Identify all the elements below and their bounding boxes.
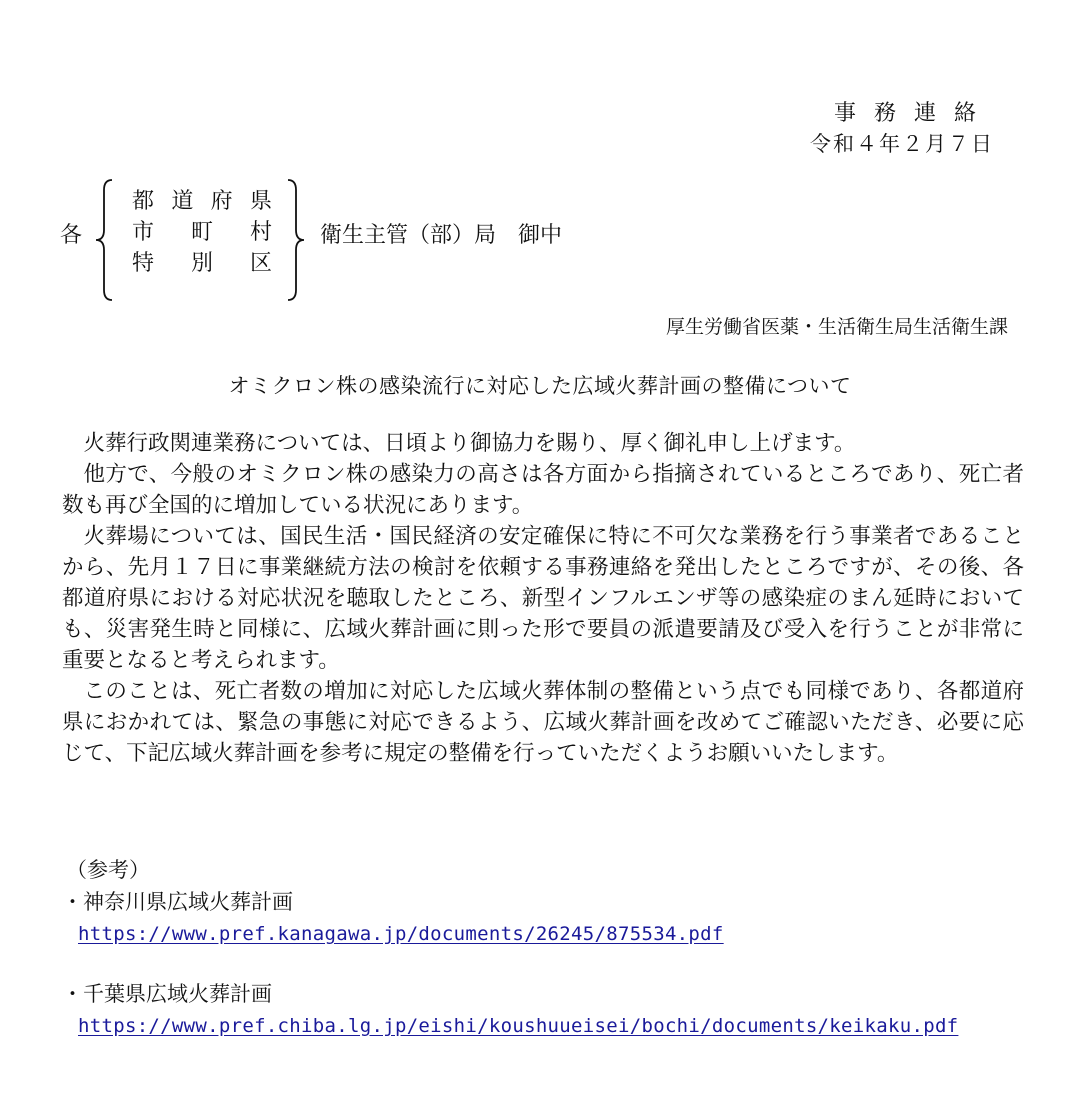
recipient-item-municipality: 市 町 村 bbox=[132, 220, 272, 245]
left-brace bbox=[92, 178, 116, 302]
reference-item-kanagawa bbox=[62, 886, 1022, 950]
body-paragraph: 火葬行政関連業務については、日頃より御協力を賜り、厚く御礼申し上げます。 bbox=[83, 431, 856, 456]
recipient-prefix: 各 bbox=[60, 223, 83, 248]
recipient-item-special-ward: 特 別 区 bbox=[132, 251, 272, 276]
sender: 厚生労働省医薬・生活衛生局生活衛生課 bbox=[665, 316, 1008, 338]
references bbox=[62, 854, 1022, 1070]
body-paragraph: このことは、死亡者数の増加に対応した広域火葬体制の整備という点でも同様であり、各都道府県におかれては、緊急の事態に対応できるよう、広域火葬計画を改めてご確認いただき、必要に応じて、下記広域火葬計画を参考に規定の整備を行っていただくようお願いいたします。 bbox=[62, 679, 1024, 766]
recipient-item-prefecture: 都 道 府 県 bbox=[132, 189, 272, 214]
reference-title: ・神奈川県広域火葬計画 bbox=[62, 890, 293, 914]
recipient-suffix: 衛生主管（部）局 御中 bbox=[320, 223, 563, 248]
reference-title: ・千葉県広域火葬計画 bbox=[62, 982, 272, 1006]
recipient-list bbox=[132, 186, 272, 279]
references-heading: （参考） bbox=[66, 858, 150, 882]
document-date: 令和４年２月７日 bbox=[810, 132, 994, 156]
right-brace bbox=[284, 178, 308, 302]
body-paragraph: 火葬場については、国民生活・国民経済の安定確保に特に不可欠な業務を行う事業者であることから、先月１７日に事業継続方法の検討を依頼する事務連絡を発出したところですが、その後、各都道府県における対応状況を聴取したところ、新型インフルエンザ等の感染症のまん延時においても、災害発生時と同様に、広域火葬計画に則った形で要員の派遣要請及び受入を行うことが非常に重要となると考えられます。 bbox=[62, 524, 1024, 673]
body-text bbox=[62, 428, 1024, 769]
reference-item-chiba bbox=[62, 978, 1022, 1042]
reference-link-chiba[interactable]: https://www.pref.chiba.lg.jp/eishi/koushuueisei/bochi/documents/keikaku.pdf bbox=[78, 1015, 959, 1037]
body-paragraph: 他方で、今般のオミクロン株の感染力の高さは各方面から指摘されているところであり、死亡者数も再び全国的に増加している状況にあります。 bbox=[62, 462, 1024, 518]
document-type: 事務連絡 bbox=[833, 101, 994, 126]
subject-title: オミクロン株の感染流行に対応した広域火葬計画の整備について bbox=[228, 374, 852, 398]
reference-link-kanagawa[interactable]: https://www.pref.kanagawa.jp/documents/26245/875534.pdf bbox=[78, 923, 724, 945]
